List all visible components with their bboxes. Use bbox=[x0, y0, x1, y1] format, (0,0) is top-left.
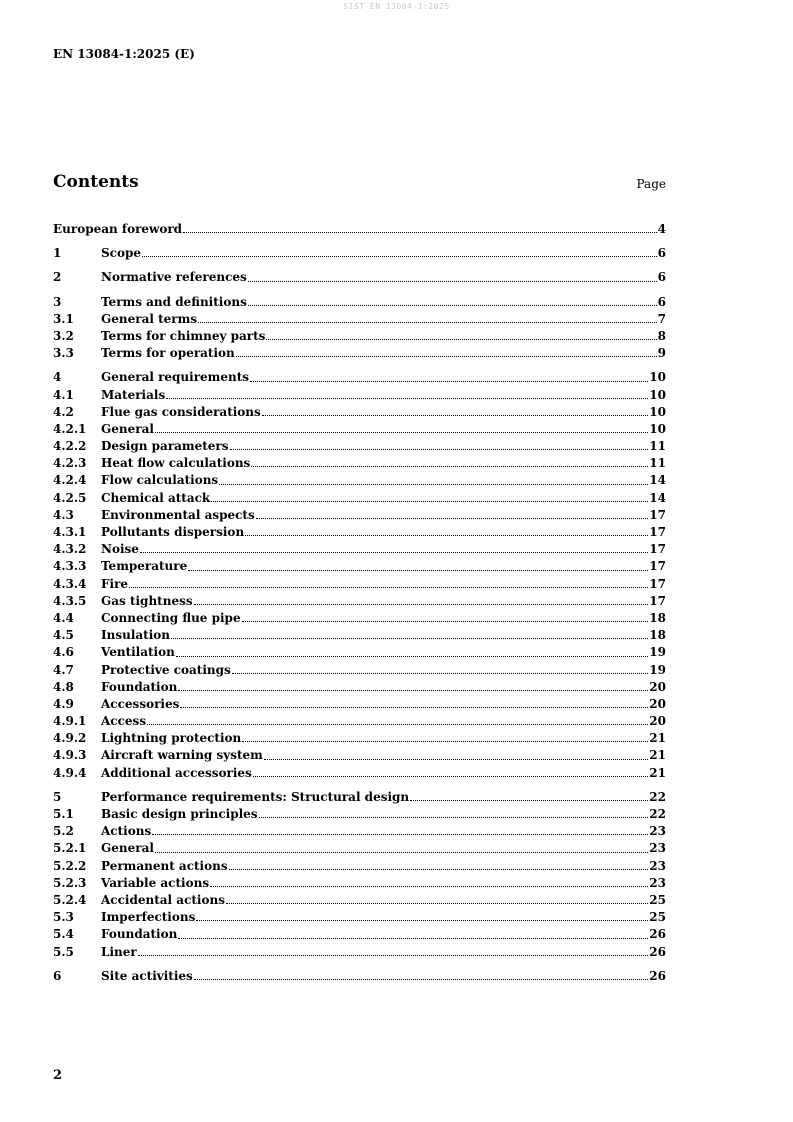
toc-entry-number: 3.2 bbox=[53, 328, 74, 343]
toc-entry-title: Performance requirements: Structural design bbox=[101, 789, 410, 804]
toc-leader-dots bbox=[410, 800, 648, 801]
page-column-label: Page bbox=[636, 177, 666, 191]
toc-entry[interactable] bbox=[53, 593, 666, 610]
toc-entry-page: 17 bbox=[649, 559, 666, 574]
toc-entry-page: 11 bbox=[649, 439, 666, 454]
toc-entry[interactable] bbox=[53, 558, 666, 575]
toc-leader-dots bbox=[259, 817, 649, 818]
toc-entry-title: Scope bbox=[101, 246, 142, 261]
toc-leader-dots bbox=[147, 724, 648, 725]
toc-entry[interactable] bbox=[53, 730, 666, 747]
toc-leader-dots bbox=[166, 398, 648, 399]
toc-entry-title: Basic design principles bbox=[101, 807, 258, 821]
toc-leader-dots bbox=[171, 638, 648, 639]
toc-leader-dots bbox=[155, 432, 648, 433]
toc-entry-number: 4.6 bbox=[53, 645, 74, 660]
toc-entry[interactable] bbox=[53, 472, 666, 489]
toc-entry-number: 5 bbox=[53, 789, 62, 804]
toc-entry-page: 10 bbox=[649, 421, 666, 436]
toc-entry-number: 4.2.5 bbox=[53, 490, 87, 505]
toc-entry-page: 22 bbox=[649, 789, 666, 804]
toc-entry-title: Materials bbox=[101, 387, 166, 402]
toc-entry-number: 3 bbox=[53, 294, 62, 309]
toc-entry[interactable] bbox=[53, 245, 666, 262]
toc-entry-page: 20 bbox=[649, 714, 666, 729]
toc-entry-number: 4 bbox=[53, 370, 62, 385]
toc-leader-dots bbox=[211, 501, 648, 502]
toc-entry-title: Terms for operation bbox=[101, 346, 235, 361]
toc-entry-title: Environmental aspects bbox=[101, 507, 255, 522]
toc-entry-page: 4 bbox=[657, 222, 666, 236]
toc-leader-dots bbox=[196, 920, 648, 921]
toc-leader-dots bbox=[264, 759, 648, 760]
toc-entry-page: 19 bbox=[649, 645, 666, 660]
toc-entry-title: Access bbox=[101, 714, 147, 729]
toc-leader-dots bbox=[180, 707, 648, 708]
toc-entry-page: 21 bbox=[649, 765, 666, 780]
toc-entry-title: Protective coatings bbox=[101, 662, 231, 677]
toc-leader-dots bbox=[236, 356, 657, 357]
toc-entry-number: 4.2.1 bbox=[53, 421, 87, 436]
toc-entry-title: General bbox=[101, 421, 154, 436]
table-of-contents bbox=[53, 221, 666, 985]
toc-leader-dots bbox=[194, 604, 649, 605]
toc-entry-number: 4.8 bbox=[53, 679, 74, 694]
toc-entry-page: 10 bbox=[649, 370, 666, 385]
toc-entry-title: General requirements bbox=[101, 370, 250, 385]
toc-entry-title: Actions bbox=[101, 824, 152, 839]
toc-leader-dots bbox=[152, 834, 648, 835]
toc-entry-number: 4.3.5 bbox=[53, 593, 87, 608]
toc-entry-number: 2 bbox=[53, 270, 62, 285]
toc-entry-title: Permanent actions bbox=[101, 858, 228, 873]
toc-entry[interactable] bbox=[53, 610, 666, 627]
toc-leader-dots bbox=[194, 979, 649, 980]
toc-entry-number: 4.2 bbox=[53, 404, 74, 419]
toc-leader-dots bbox=[230, 449, 649, 450]
toc-entry[interactable] bbox=[53, 679, 666, 696]
toc-entry-title: Gas tightness bbox=[101, 593, 193, 608]
watermark: SIST EN 13084-1:2025 bbox=[343, 2, 450, 11]
toc-entry[interactable] bbox=[53, 311, 666, 328]
toc-entry[interactable] bbox=[53, 747, 666, 764]
toc-entry-number: 3.1 bbox=[53, 311, 74, 326]
toc-leader-dots bbox=[266, 339, 656, 340]
toc-entry-title: Imperfections bbox=[101, 910, 196, 925]
toc-entry[interactable] bbox=[53, 269, 666, 286]
toc-entry-number: 4.3.2 bbox=[53, 542, 87, 557]
toc-entry[interactable] bbox=[53, 455, 666, 472]
toc-entry-number: 4.3 bbox=[53, 507, 74, 522]
toc-entry-number: 1 bbox=[53, 246, 62, 261]
toc-entry-title: European foreword bbox=[53, 222, 183, 236]
toc-entry-page: 23 bbox=[649, 824, 666, 839]
toc-leader-dots bbox=[142, 256, 657, 257]
toc-entry-page: 17 bbox=[649, 576, 666, 591]
toc-entry-title: Fire bbox=[101, 576, 129, 591]
toc-entry-page: 18 bbox=[649, 628, 666, 643]
toc-entry[interactable] bbox=[53, 345, 666, 362]
toc-entry-number: 4.7 bbox=[53, 662, 74, 677]
toc-entry-page: 25 bbox=[649, 910, 666, 925]
toc-entry-page: 14 bbox=[649, 490, 666, 505]
toc-leader-dots bbox=[242, 741, 648, 742]
toc-entry[interactable] bbox=[53, 789, 666, 806]
toc-entry[interactable] bbox=[53, 438, 666, 455]
toc-entry-page: 17 bbox=[649, 507, 666, 522]
toc-entry[interactable] bbox=[53, 858, 666, 875]
toc-entry[interactable] bbox=[53, 221, 666, 238]
toc-entry-page: 17 bbox=[649, 593, 666, 608]
toc-entry-title: Accessories bbox=[101, 696, 180, 711]
toc-entry-number: 4.5 bbox=[53, 628, 74, 643]
toc-entry[interactable] bbox=[53, 662, 666, 679]
toc-leader-dots bbox=[188, 570, 648, 571]
toc-entry-title: Connecting flue pipe bbox=[101, 610, 241, 625]
toc-entry-page: 6 bbox=[657, 270, 666, 285]
toc-leader-dots bbox=[253, 776, 648, 777]
toc-entry-number: 4.2.2 bbox=[53, 439, 87, 454]
toc-entry[interactable] bbox=[53, 644, 666, 661]
toc-leader-dots bbox=[198, 322, 657, 323]
toc-entry-page: 23 bbox=[649, 858, 666, 873]
toc-leader-dots bbox=[226, 903, 648, 904]
toc-leader-dots bbox=[250, 381, 648, 382]
toc-entry-number: 5.4 bbox=[53, 927, 74, 942]
toc-entry-number: 5.2.4 bbox=[53, 892, 87, 907]
toc-entry-title: Lightning protection bbox=[101, 731, 242, 746]
toc-leader-dots bbox=[140, 552, 648, 553]
toc-entry-title: Additional accessories bbox=[101, 765, 252, 780]
toc-entry[interactable] bbox=[53, 294, 666, 311]
toc-entry-number: 4.3.4 bbox=[53, 576, 87, 591]
toc-entry-number: 5.2.2 bbox=[53, 858, 87, 873]
toc-entry-title: Flow calculations bbox=[101, 473, 219, 488]
toc-entry[interactable] bbox=[53, 968, 666, 985]
toc-leader-dots bbox=[262, 415, 649, 416]
toc-entry-title: Foundation bbox=[101, 927, 178, 942]
toc-entry-number: 4.2.3 bbox=[53, 456, 87, 471]
toc-entry-number: 5.1 bbox=[53, 807, 74, 821]
toc-entry-page: 26 bbox=[649, 944, 666, 959]
toc-entry-title: Chemical attack bbox=[101, 490, 211, 505]
toc-entry[interactable] bbox=[53, 892, 666, 909]
document-id: EN 13084-1:2025 (E) bbox=[53, 47, 195, 61]
toc-entry-title: Accidental actions bbox=[101, 892, 225, 907]
toc-leader-dots bbox=[138, 955, 649, 956]
toc-leader-dots bbox=[176, 656, 648, 657]
toc-entry[interactable] bbox=[53, 576, 666, 593]
toc-entry-page: 22 bbox=[649, 807, 666, 821]
toc-entry-title: Heat flow calculations bbox=[101, 456, 251, 471]
toc-leader-dots bbox=[183, 232, 657, 233]
toc-entry-number: 6 bbox=[53, 968, 62, 983]
toc-entry-number: 4.1 bbox=[53, 387, 74, 402]
toc-entry-page: 23 bbox=[649, 875, 666, 890]
toc-entry-number: 4.3.1 bbox=[53, 525, 87, 539]
toc-entry-title: Terms and definitions bbox=[101, 294, 247, 309]
toc-entry-page: 20 bbox=[649, 696, 666, 711]
toc-entry-page: 21 bbox=[649, 731, 666, 746]
toc-entry-title: Variable actions bbox=[101, 875, 210, 890]
toc-entry-number: 4.9 bbox=[53, 696, 74, 711]
toc-entry-title: General terms bbox=[101, 311, 198, 326]
toc-entry[interactable] bbox=[53, 524, 666, 541]
toc-entry-page: 14 bbox=[649, 473, 666, 488]
toc-entry-title: Temperature bbox=[101, 559, 188, 574]
toc-entry-page: 11 bbox=[649, 456, 666, 471]
toc-entry-page: 17 bbox=[649, 542, 666, 557]
page-number: 2 bbox=[53, 1068, 63, 1083]
toc-entry-title: Noise bbox=[101, 542, 139, 557]
toc-entry-title: Aircraft warning system bbox=[101, 748, 263, 763]
toc-entry-number: 4.3.3 bbox=[53, 559, 87, 574]
toc-leader-dots bbox=[248, 305, 657, 306]
toc-entry-page: 10 bbox=[649, 387, 666, 402]
toc-entry-title: General bbox=[101, 841, 154, 856]
toc-entry-number: 4.9.4 bbox=[53, 765, 87, 780]
toc-entry-page: 8 bbox=[657, 328, 666, 343]
toc-entry-title: Design parameters bbox=[101, 439, 229, 454]
toc-entry-number: 5.5 bbox=[53, 944, 74, 959]
toc-leader-dots bbox=[210, 886, 648, 887]
toc-entry[interactable] bbox=[53, 507, 666, 524]
toc-entry-page: 26 bbox=[649, 968, 666, 983]
toc-entry-number: 5.2 bbox=[53, 824, 74, 839]
toc-entry-page: 10 bbox=[649, 404, 666, 419]
contents-title: Contents bbox=[53, 172, 139, 192]
toc-leader-dots bbox=[251, 466, 648, 467]
toc-entry-title: Terms for chimney parts bbox=[101, 328, 266, 343]
toc-entry[interactable] bbox=[53, 909, 666, 926]
toc-entry-page: 17 bbox=[649, 525, 666, 539]
toc-leader-dots bbox=[155, 852, 648, 853]
toc-entry-page: 9 bbox=[657, 346, 666, 361]
toc-leader-dots bbox=[178, 690, 648, 691]
toc-entry[interactable] bbox=[53, 823, 666, 840]
toc-leader-dots bbox=[245, 535, 648, 536]
toc-entry[interactable] bbox=[53, 765, 666, 782]
toc-entry-title: Site activities bbox=[101, 968, 193, 983]
toc-entry-page: 20 bbox=[649, 679, 666, 694]
toc-entry-title: Liner bbox=[101, 944, 137, 959]
toc-entry-title: Flue gas considerations bbox=[101, 404, 261, 419]
toc-entry-page: 6 bbox=[657, 246, 666, 261]
toc-entry-page: 7 bbox=[657, 311, 666, 326]
toc-entry-title: Foundation bbox=[101, 679, 178, 694]
toc-entry[interactable] bbox=[53, 404, 666, 421]
toc-leader-dots bbox=[248, 281, 657, 282]
toc-entry-number: 5.2.1 bbox=[53, 841, 87, 856]
toc-entry[interactable] bbox=[53, 541, 666, 558]
toc-entry-number: 5.2.3 bbox=[53, 875, 87, 890]
toc-entry-number: 4.9.1 bbox=[53, 714, 87, 729]
toc-entry[interactable] bbox=[53, 421, 666, 438]
toc-entry[interactable] bbox=[53, 627, 666, 644]
toc-entry-title: Pollutants dispersion bbox=[101, 525, 245, 539]
toc-entry-page: 21 bbox=[649, 748, 666, 763]
toc-entry-number: 5.3 bbox=[53, 910, 74, 925]
toc-entry-title: Normative references bbox=[101, 270, 247, 285]
toc-entry-page: 18 bbox=[649, 610, 666, 625]
toc-entry-number: 4.4 bbox=[53, 610, 74, 625]
toc-entry[interactable] bbox=[53, 875, 666, 892]
toc-entry[interactable] bbox=[53, 696, 666, 713]
toc-entry[interactable] bbox=[53, 926, 666, 943]
toc-entry-page: 26 bbox=[649, 927, 666, 942]
toc-entry-number: 4.9.3 bbox=[53, 748, 87, 763]
toc-entry[interactable] bbox=[53, 944, 666, 961]
toc-entry[interactable] bbox=[53, 840, 666, 857]
toc-leader-dots bbox=[232, 673, 649, 674]
toc-entry-page: 6 bbox=[657, 294, 666, 309]
toc-entry-number: 4.2.4 bbox=[53, 473, 87, 488]
toc-entry[interactable] bbox=[53, 490, 666, 507]
toc-entry-number: 4.9.2 bbox=[53, 731, 87, 746]
toc-leader-dots bbox=[242, 621, 649, 622]
toc-entry[interactable] bbox=[53, 387, 666, 404]
toc-entry[interactable] bbox=[53, 713, 666, 730]
toc-entry[interactable] bbox=[53, 369, 666, 386]
toc-entry-number: 3.3 bbox=[53, 346, 74, 361]
toc-entry-title: Insulation bbox=[101, 628, 170, 643]
toc-leader-dots bbox=[178, 938, 648, 939]
toc-leader-dots bbox=[219, 484, 648, 485]
toc-leader-dots bbox=[229, 869, 649, 870]
toc-entry-title: Ventilation bbox=[101, 645, 175, 660]
toc-entry[interactable] bbox=[53, 806, 666, 823]
toc-entry-page: 25 bbox=[649, 892, 666, 907]
toc-leader-dots bbox=[256, 518, 649, 519]
toc-entry-page: 19 bbox=[649, 662, 666, 677]
toc-leader-dots bbox=[129, 587, 648, 588]
toc-entry[interactable] bbox=[53, 328, 666, 345]
toc-entry-page: 23 bbox=[649, 841, 666, 856]
